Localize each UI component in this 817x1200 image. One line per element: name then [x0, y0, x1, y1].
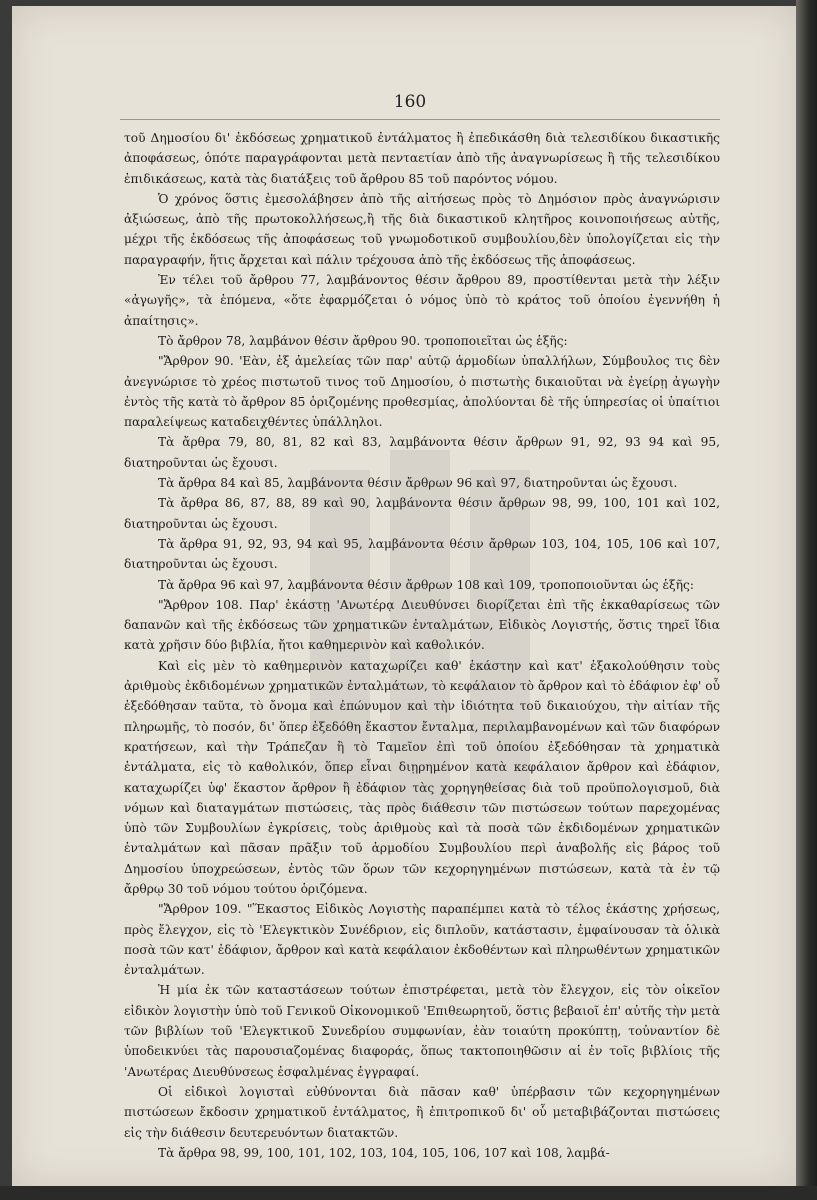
paragraph: Οἱ εἰδικοὶ λογισταὶ εὐθύνονται διὰ πᾶσαν καθ' ὑπέρβασιν τῶν κεχορηγημένων πιστώσεων ἔκδοσιν χρηματικοῦ ἐντάλματος, ἢ ἐπιτροπικοῦ δι' οὗ μεταβιβάζονται πιστώσεις εἰς τὴν διάθεσιν δευτερευόντων διατακτῶν. [124, 1084, 720, 1140]
paragraph: Τὰ ἄρθρα 96 καὶ 97, λαμβάνοντα θέσιν ἄρθρων 108 καὶ 109, τροποποιοῦνται ὡς ἑξῆς: [158, 577, 694, 592]
page-number: 160 [393, 92, 427, 112]
paragraph: τοῦ Δημοσίου δι' ἐκδόσεως χρηματικοῦ ἐντάλματος ἢ ἐπεδικάσθη διὰ τελεσιδίκου δικαστικῆς ἀποφάσεως, ὁπότε παραγράφονται μετὰ πενταετίαν ἀπὸ τῆς ἀναγνωρίσεως ἢ τῆς τελεσιδίκου ἐπιδικάσεως, κατὰ τὰς διατάξεις τοῦ ἄρθρου 85 τοῦ παρόντος νόμου. [124, 131, 720, 186]
paragraph: Τὰ ἄρθρα 79, 80, 81, 82 καὶ 83, λαμβάνοντα θέσιν ἄρθρων 91, 92, 93 94 καὶ 95, διατηροῦνται ὡς ἔχουσι. [124, 435, 720, 470]
paragraph: Τὸ ἄρθρον 78, λαμβάνον θέσιν ἄρθρου 90. τροποποιεῖται ὡς ἑξῆς: [158, 333, 568, 348]
paragraph: "Ἄρθρον 90. 'Εὰν, ἐξ ἀμελείας τῶν παρ' αὐτῷ ἁρμοδίων ὑπαλλήλων, Σύμβουλος τις δὲν ἀνεγνώρισε τὸ χρέος πιστωτοῦ τινος τοῦ Δημοσίου, ὁ πιστωτὴς δικαιοῦται νὰ ἐγείρῃ ἀγωγὴν ἐντὸς τῆς κατὰ τὸ ἄρθρον 85 ὁριζομένης προθεσμίας, ἀπολύονται δὲ τῆς ὑπηρεσίας οἱ ὑπαίτιοι παραλείψεως καταδειχθέντες ὑπάλληλοι. [124, 354, 720, 430]
paragraph: Τὰ ἄρθρα 86, 87, 88, 89 καὶ 90, λαμβάνοντα θέσιν ἄρθρων 98, 99, 100, 101 καὶ 102, διατηροῦνται ὡς ἔχουσι. [124, 496, 720, 531]
page-number-rule [120, 119, 720, 120]
paragraph: Ὁ χρόνος ὅστις ἐμεσολάβησεν ἀπὸ τῆς αἰτήσεως πρὸς τὸ Δημόσιον πρὸς ἀναγνώρισιν ἀξιώσεως, ἀπὸ τῆς πρωτοκολλήσεως,ἢ τῆς διὰ δικαστικοῦ κλητῆρος κοινοποιήσεως αὐτῆς, μέχρι τῆς ἐκδόσεως τῆς ἀποφάσεως τοῦ γνωμοδοτικοῦ συμβουλίου,δὲν ὑπολογίζεται εἰς τὴν παραγραφήν, ἥτις ἄρχεται καὶ πάλιν τρέχουσα ἀπὸ τῆς ἐκδόσεως τῆς ἀποφάσεως. [124, 191, 720, 267]
paragraph: Τὰ ἄρθρα 91, 92, 93, 94 καὶ 95, λαμβάνοντα θέσιν ἄρθρων 103, 104, 105, 106 καὶ 107, διατηροῦνται ὡς ἔχουσι. [124, 536, 720, 572]
paragraph: "Ἄρθρον 109. "Ἕκαστος Εἰδικὸς Λογιστὴς παραπέμπει κατὰ τὸ τέλος ἑκάστης χρήσεως, πρὸς ἔλεγχον, εἰς τὸ 'Ελεγκτικὸν Συνέδριον, εἰς διπλοῦν, κατάστασιν, ἐμφαίνουσαν τὰ ὁλικὰ ποσὰ τῶν κατ' ἐδάφιον, ἄρθρον καὶ κατὰ κεφάλαιον ἐκδοθέντων καὶ πληρωθέντων χρηματικῶν ἐνταλμάτων. [124, 902, 720, 978]
paragraph: Τὰ ἄρθρα 84 καὶ 85, λαμβάνοντα θέσιν ἄρθρων 96 καὶ 97, διατηροῦνται ὡς ἔχουσι. [158, 476, 678, 491]
scan-edge-bottom [0, 1186, 817, 1200]
paragraph: Ἐν τέλει τοῦ ἄρθρου 77, λαμβάνοντος θέσιν ἄρθρου 89, προστίθενται μετὰ τὴν λέξιν «ἀγωγῆς», τὰ ἑπόμενα, «ὅτε ἐφαρμόζεται ὁ νόμος ὑπὸ τὸ κράτος τοῦ ὁποίου ἐγεννήθη ἡ ἀπαίτησις». [124, 273, 720, 328]
paragraph: Καὶ εἰς μὲν τὸ καθημερινὸν καταχωρίζει καθ' ἑκάστην καὶ κατ' ἐξακολούθησιν τοὺς ἀριθμοὺς ἐκδιδομένων χρηματικῶν ἐνταλμάτων, τὸ κεφάλαιον τὸ ἄρθρον καὶ τὸ ἐδάφιον ἐφ' οὗ ἐξεδόθησαν ταῦτα, τὸ ὄνομα καὶ ἐπώνυμον καὶ τὴν ἰδιότητα τοῦ δικαιούχου, τὴν αἰτίαν τῆς πληρωμῆς, τὸ ποσόν, δι' ὅπερ ἐξεδόθη ἕκαστον ἔνταλμα, περιλαμβανομένων καὶ τῶν διαφόρων κρατήσεων, καὶ τὴν Τράπεζαν ἢ τὸ Ταμεῖον ἐπὶ τοῦ ὁποίου ἐξεδόθησαν τὰ χρηματικὰ ἐντάλματα, εἰς τὸ καθολικόν, ὅπερ εἶναι διῃρημένον κατὰ κεφάλαιον ἄρθρον καὶ ἐδάφιον, καταχωρίζει ὑφ' ἕκαστον ἄρθρον ἢ ἐδάφιον τὰς χορηγηθείσας διὰ τοῦ προϋπολογισμοῦ, διὰ νόμων καὶ διαταγμάτων πιστώσεις, τὰς πρὸς διάθεσιν τῶν πιστώσεων τούτων παρεχομένας ὑπὸ τῶν Συμβουλίων ἐγκρίσεις, τοὺς ἀριθμοὺς καὶ τὰ ποσὰ τῶν ἐκδιδομένων χρηματικῶν ἐνταλμάτων καὶ πᾶσαν πρᾶξιν τοῦ ἁρμοδίου Συμβουλίου περὶ ἀναβολῆς εἰς βάρος τοῦ Δημοσίου ὑποχρεώσεων, ἐντὸς τῶν ὅρων τῶν κεχορηγημένων πιστώσεων, κατὰ τὰ ἐν τῷ ἄρθρῳ 30 τοῦ νόμου τούτου ὁριζόμενα. [124, 658, 720, 896]
paragraph: "Ἄρθρον 108. Παρ' ἑκάστῃ 'Ανωτέρᾳ Διευθύνσει διορίζεται ἐπὶ τῆς ἐκκαθαρίσεως τῶν δαπανῶν καὶ τῆς ἐκδόσεως τῶν χρηματικῶν ἐνταλμάτων, Εἰδικὸς Λογιστής, ὅστις τηρεῖ ἴδια κατὰ χρῆσιν δύο βιβλία, ἤτοι καθημερινὸν καὶ καθολικόν. [124, 597, 720, 653]
body-text [124, 128, 720, 1163]
paragraph: Ἡ μία ἐκ τῶν καταστάσεων τούτων ἐπιστρέφεται, μετὰ τὸν ἔλεγχον, εἰς τὸν οἰκεῖον εἰδικὸν λογιστὴν ὑπὸ τοῦ Γενικοῦ Οἰκονομικοῦ 'Επιθεωρητοῦ, ὅστις βεβαιοῖ ἐπ' αὐτῆς τὴν μετὰ τῶν βιβλίων τοῦ 'Ελεγκτικοῦ Συνεδρίου συμφωνίαν, ἐὰν τοιαύτη προκύπτῃ, τοὐναντίον δὲ ὑποδεικνύει τὰς παρουσιαζομένας διαφοράς, ὅπως τακτοποιηθῶσιν αἱ ἐν τοῖς βιβλίοις τῆς 'Ανωτέρας Διευθύνσεως ἐσφαλμένας ἐγγραφαί. [124, 983, 720, 1079]
paragraph: Τὰ ἄρθρα 98, 99, 100, 101, 102, 103, 104, 105, 106, 107 καὶ 108, λαμβά- [158, 1145, 610, 1160]
scan-edge-right [796, 0, 817, 1200]
